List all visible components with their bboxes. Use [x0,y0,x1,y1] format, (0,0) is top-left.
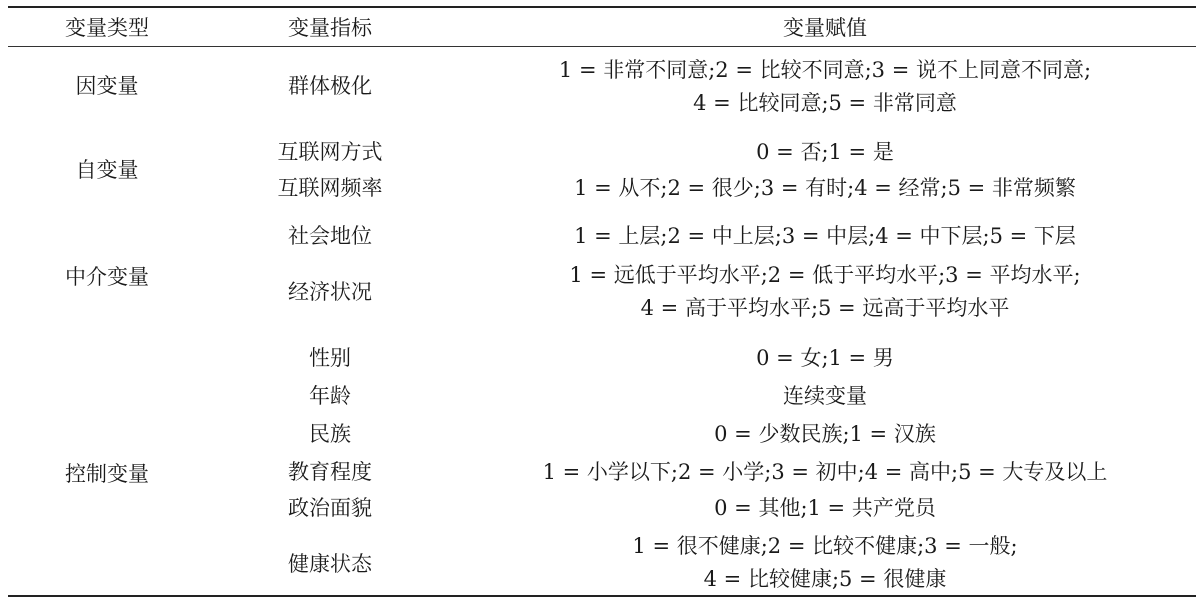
value-health-status-line1: 1 = 很不健康;2 = 比较不健康;3 = 一般; [632,534,1018,558]
indicator-gender: 性别 [309,346,351,370]
header-variable-type: 变量类型 [65,16,149,40]
indicator-age: 年龄 [309,384,351,408]
value-group-polarization-line1: 1 = 非常不同意;2 = 比较不同意;3 = 说不上同意不同意; [558,58,1092,82]
value-education: 1 = 小学以下;2 = 小学;3 = 初中;4 = 高中;5 = 大专及以上 [542,460,1108,484]
table-bottom-rule [8,595,1196,597]
indicator-education: 教育程度 [288,460,372,484]
header-variable-value: 变量赋值 [783,16,867,40]
indicator-social-status: 社会地位 [288,224,372,248]
variable-table [8,6,1196,597]
indicator-internet-frequency: 互联网频率 [277,176,383,200]
indicator-ethnicity: 民族 [309,422,351,446]
table-header [8,8,1196,46]
indicator-economic-condition: 经济状况 [288,280,372,304]
value-economic-condition-line2: 4 = 高于平均水平;5 = 远高于平均水平 [640,296,1010,320]
value-gender: 0 = 女;1 = 男 [756,346,894,370]
type-control: 控制变量 [65,462,149,486]
type-dependent: 因变量 [75,74,139,98]
indicator-internet-mode: 互联网方式 [277,140,383,164]
value-economic-condition-line1: 1 = 远低于平均水平;2 = 低于平均水平;3 = 平均水平; [569,263,1081,287]
value-health-status-line2: 4 = 比较健康;5 = 很健康 [703,567,947,591]
value-political-status: 0 = 其他;1 = 共产党员 [714,496,936,520]
value-social-status: 1 = 上层;2 = 中上层;3 = 中层;4 = 中下层;5 = 下层 [574,224,1076,248]
value-ethnicity: 0 = 少数民族;1 = 汉族 [714,422,936,446]
value-internet-mode: 0 = 否;1 = 是 [756,140,894,164]
indicator-group-polarization: 群体极化 [288,74,372,98]
value-internet-frequency: 1 = 从不;2 = 很少;3 = 有时;4 = 经常;5 = 非常频繁 [574,176,1076,200]
indicator-health-status: 健康状态 [288,552,372,576]
value-group-polarization-line2: 4 = 比较同意;5 = 非常同意 [693,91,957,115]
header-variable-indicator: 变量指标 [288,16,372,40]
table-body [8,47,1196,595]
type-independent: 自变量 [75,158,139,182]
type-mediator: 中介变量 [65,265,149,289]
value-age: 连续变量 [783,384,867,408]
indicator-political-status: 政治面貌 [288,496,372,520]
